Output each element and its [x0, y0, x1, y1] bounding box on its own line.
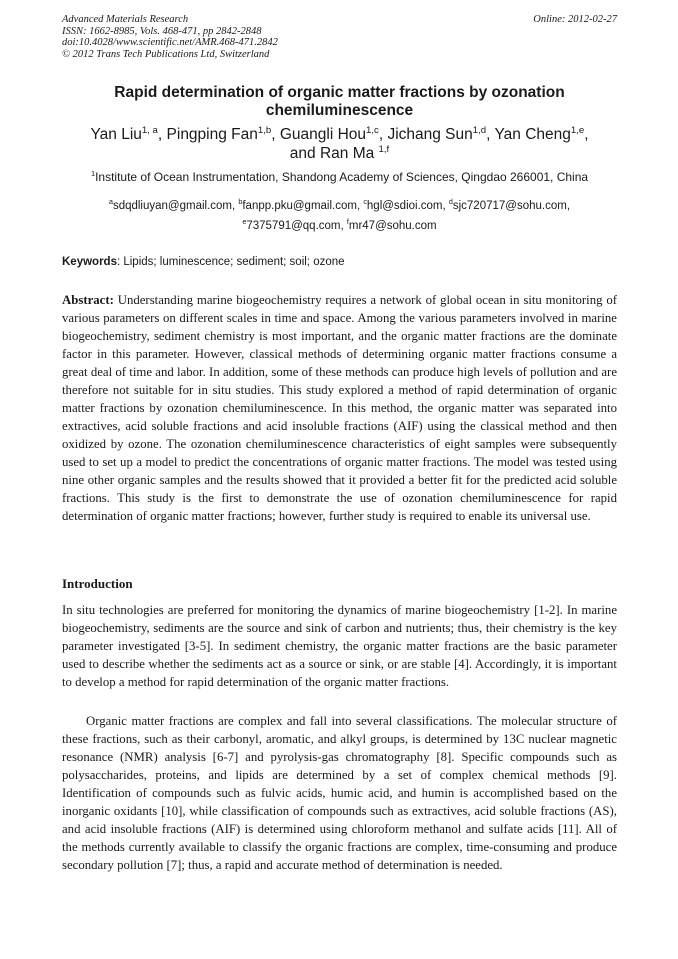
affiliation-mark: 1: [90, 169, 96, 178]
email-address[interactable]: sjc720717@sohu.com,: [452, 200, 571, 212]
email-mark: a: [108, 198, 113, 207]
author-name: Yan Cheng: [494, 126, 571, 143]
email-address[interactable]: mr47@sohu.com: [348, 220, 437, 232]
keywords: [62, 255, 617, 270]
section-heading-introduction: Introduction: [62, 576, 133, 591]
author-list: Yan Liu$^{1, a}$, Pingping Fan$^{1,b}$, Guangli Hou$^{1,c}$, Jichang Sun$^{1,d}$, Yan Cheng$^{1,e}$, and Ran Ma $^{1,f}$: [90, 124, 589, 162]
email-address[interactable]: fanpp.pku@gmail.com,: [242, 200, 364, 212]
author-affil-mark: 1, a: [141, 124, 158, 136]
journal-doi[interactable]: doi:10.4028/www.scientific.net/AMR.468-471.2842: [62, 37, 278, 48]
email-address[interactable]: 7375791@qq.com,: [246, 220, 347, 232]
author-affil-mark: 1,f: [378, 143, 390, 155]
author-affil-mark: 1,e: [570, 124, 585, 136]
author-affil-mark: 1,d: [472, 124, 487, 136]
email-address[interactable]: hgl@sdioi.com,: [366, 200, 449, 212]
author-name: Jichang Sun: [387, 126, 473, 143]
author-name: Yan Liu: [90, 126, 142, 143]
email-mark: f: [346, 218, 349, 227]
intro-paragraph-1: In situ technologies are preferred for monitoring the dynamics of marine biogeochemistry [1-2]. In marine biogeochemistry, sediments are the source and sink of carbon and nutrients; thus, their chemistry is the key parameter investigated [3-5]. In sediment chemistry, the organic matter fractions are the basic parameter used to describe whether the sediments act as a source or sink, or are stable [4]. Accordingly, it is important to develop a method for rapid determination of the organic matter fractions.: [62, 603, 617, 689]
journal-copyright: © 2012 Trans Tech Publications Ltd, Switzerland: [62, 48, 270, 60]
author-name: and Ran Ma: [289, 145, 379, 162]
author-name: Pingping Fan: [166, 126, 258, 143]
online-date: Online: 2012-02-27: [533, 14, 617, 25]
email-mark: d: [448, 198, 453, 207]
author-name: Guangli Hou: [279, 126, 367, 143]
abstract-label: Abstract:: [62, 293, 114, 307]
affiliation: [62, 170, 617, 185]
email-address[interactable]: sdqdliuyan@gmail.com,: [112, 200, 239, 212]
author-affil-mark: 1,b: [257, 124, 272, 136]
email-mark: b: [238, 198, 243, 207]
journal-header: [62, 14, 617, 60]
email-mark: e: [242, 218, 247, 227]
journal-issn: ISSN: 1662-8985, Vols. 468-471, pp 2842-2848: [62, 25, 262, 37]
email-mark: c: [363, 198, 367, 207]
abstract: [62, 291, 617, 525]
journal-name: Advanced Materials Research: [62, 14, 189, 25]
email-list: [62, 196, 617, 236]
keywords-text: : Lipids; luminescence; sediment; soil; ozone: [116, 256, 345, 268]
author-affil-mark: 1,c: [366, 124, 379, 136]
keywords-label: Keywords: [62, 256, 117, 268]
affiliation-text: Institute of Ocean Instrumentation, Shandong Academy of Sciences, Qingdao 266001, China: [95, 170, 589, 184]
intro-paragraph-2: Organic matter fractions are complex and fall into several classifications. The molecular structure of these fractions, such as their carbonyl, aromatic, and alkyl groups, is determined by 13C nuclear magnetic resonance (NMR) analysis [6-7] and pyrolysis-gas chromatography [8]. Specific compounds such as polysaccharides, proteins, and lipids are determined by a set of complex chemical methods [9]. Identification of compounds such as fulvic acids, humic acid, and humin is accomplished based on the inorganic oxidants [10], while classification of compounds such as extractives, acid soluble fractions (AS), and acid insoluble fractions (AIF) is determined using chloroform methanol and sulfate acids [11]. All of the methods currently available to classify the organic fractions are complex, time-consuming and produce secondary pollution [7]; thus, a rapid and accurate method of determination is needed.: [62, 714, 617, 872]
paper-title: Rapid determination of organic matter fractions by ozonation chemiluminescence: [114, 84, 565, 119]
abstract-text: Understanding marine biogeochemistry requires a network of global ocean in situ monitoring of various parameters on different scales in time and space. Among the various parameters involved in marine biogeochemistry, sediment chemistry is most important, and the organic matter fractions are the dominate factor in this parameter. However, classical methods of determining organic matter fractions consume a great deal of time and labor. In addition, some of these methods can produce high levels of pollution and are therefore not suitable for in situ studies. This study explored a method of rapid determination of organic matter fractions by ozonation chemiluminescence. In this method, the organic matter was separated into extractives, acid soluble fractions and acid insoluble fractions (AIF) using the classical method and then oxidized by ozone. The ozonation chemiluminescence characteristics of eight samples were subsequently used to set up a model to predict the concentrations of organic matter fractions. The model was tested using nine other organic samples and the results showed that it provided a better fit for the predicted acid soluble fractions. This study is the first to demonstrate the use of ozonation chemiluminescence for rapid determination of organic matter fractions; however, further study is required to enable its universal use.: [62, 293, 617, 523]
